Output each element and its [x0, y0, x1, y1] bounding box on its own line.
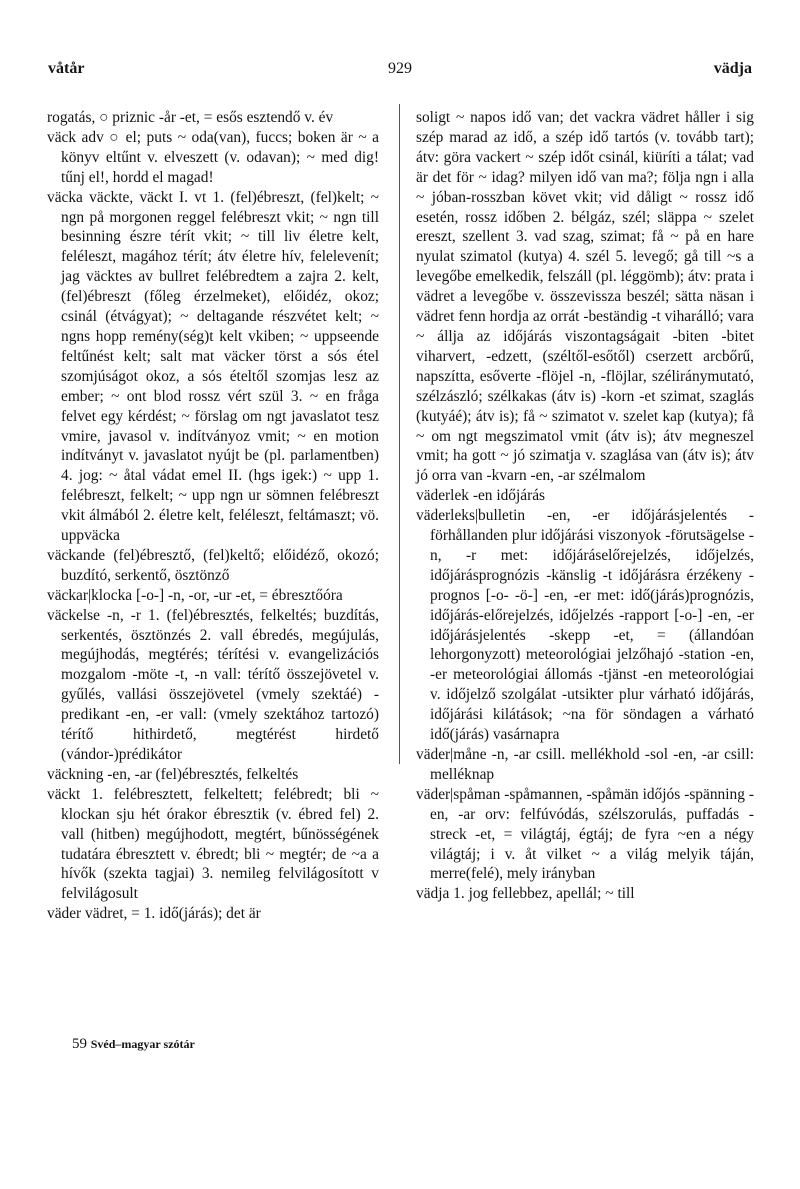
dictionary-entry: väderleks|bulletin -en, -er időjárásjelentés -förhållanden plur időjárási viszonyok -förutsägelse -n, -r met: időjáráselőrejelzés, időjelzés, időjárásprognózis -känslig -t időjárásra érzékeny -prognos [-o- -ö-] -en, -er met: idő(járás)prognózis, időjárás-előrejelzés, időjelzés -rapport [-o-] -en, -er időjárásjelentés -skepp -et, = (állandóan lehorgonyzott) meteorológiai jelzőhajó -station -en, -er meteorológiai állomás -tjänst -en meteorológiai v. időjelző szolgálat -utsikter plur várható időjárás, időjárási kilátások; ~na för söndagen a várható idő(járás) vasárnapra — [416, 507, 754, 744]
dictionary-entry: väckelse -n, -r 1. (fel)ébresztés, felkeltés; buzdítás, serkentés, ösztönzés 2. vall ébredés, megújulás, megújhodás, megtérés; térítési v. evangelizációs mozgalom -möte -t, -n vall: térítő összejövetel v. gyűlés, vallási összejövetel (vmely szektáé) -predikant -en, -er vall: (vmely szektához tartozó) térítő hithirdető, megtérést hirdető (vándor-)prédikátor — [47, 606, 379, 763]
column-divider — [399, 104, 400, 764]
dictionary-entry: väcka väckte, väckt I. vt 1. (fel)ébreszt, (fel)kelt; ~ ngn på morgonen reggel felébreszt vkit; ~ ngn till besinning észre térít vkit; ~ till liv életre kelt, feléleszt, magához térít; átv életre hív, felelevenít; jag väcktes av bullret felébredtem a zajra 2. kelt, (fel)ébreszt (főleg érzelmeket), előidéz, okoz; csinál (étvágyat); ~ deltagande részvétet kelt; ~ ngns hopp remény(ség)t kelt vkiben; ~ uppseende feltűnést kelt; salt mat väcker törst a sós étel szomjúságot okoz, a sós ételtől szomjas lesz az ember; ~ ont blod rossz vért szül 3. ~ en fråga felvet egy kérdést; ~ förslag om ngt javaslatot tesz vmire, javasol v. indítványoz vmit; ~ en motion indítványt v. javaslatot nyújt be (pl. parlamentben) 4. jog: ~ åtal vádat emel II. (hgs igek:) ~ upp 1. felébreszt, felkelt; ~ upp ngn ur sömnen felébreszt vkit álmából 2. életre kelt, feléleszt, feltámaszt; vö. uppväcka — [47, 188, 379, 545]
dictionary-entry: väder|måne -n, -ar csill. mellékhold -sol -en, -ar csill: melléknap — [416, 746, 754, 783]
dictionary-entry: väckande (fel)ébresztő, (fel)keltő; előidéző, okozó; buzdító, serkentő, ösztönző — [47, 546, 379, 584]
dictionary-entry: väderlek -en időjárás — [416, 487, 546, 505]
left-column — [47, 108, 379, 924]
dictionary-entry: väckning -en, -ar (fel)ébresztés, felkeltés — [47, 765, 299, 783]
right-column — [416, 108, 754, 904]
dictionary-entry: väder|spåman -spåmannen, -spåmän időjós -spänning -en, -ar orv: felfúvódás, szélszorulás, puffadás -streck -et, = világtáj, égtáj; de fyra ~en a négy világtáj; i v. åt vilket ~ a világ melyik táján, merre(felé), mely irányban — [416, 785, 754, 883]
page-number: 929 — [388, 60, 412, 77]
dictionary-entry: soligt ~ napos idő van; det vackra vädret håller i sig szép marad az idő, a szép idő tartós (v. tovább tart); átv: göra vackert ~ szép időt csinál, kiüríti a tálat; vad är det för ~ idag? milyen idő van ma?; följa ngn i alla ~ jóban-rosszban követ vkit; vid dåligt ~ rossz idő esetén, rossz időben 2. bélgáz, szél; släppa ~ szelet ereszt, szellent 3. vad szag, szimat; få ~ på en hare nyulat szimatol (kutya) 4. szél 5. levegő; gå till ~s a levegőbe emelkedik, felszáll (pl. léggömb); átv: prata i vädret a levegőbe v. összevissza beszél; sätta näsan i vädret fenn hordja az orrát -beständig -t viharálló; vara ~ állja az időjárás viszontagságait -biten -bitet viharvert, -edzett, (széltől-esőtől) cserzett arcbőrű, napszítta, esőverte -flöjel -n, -flöjlar, széliránymutató, szélzászló; szélkakas (átv is) -korn -et szimat, szaglás (kutyáé); átv is); få ~ szimatot v. szelet kap (kutya); få ~ om ngt megszimatol vmit (átv is); átv megneszel vmit; ha gott ~ jó szimatja v. szaglása van (átv is); átv jó orra van -kvarn -en, -ar szélmalom — [416, 109, 754, 485]
dictionary-entry: väckar|klocka [-o-] -n, -or, -ur -et, = ébresztőóra — [47, 586, 343, 604]
page-footer — [72, 1036, 195, 1053]
dictionary-entry: rogatás, ○ priznic -år -et, = esős esztendő v. év — [47, 109, 334, 126]
signature-number: 59 — [72, 1036, 87, 1052]
dictionary-entry: väck adv ○ el; puts ~ oda(van), fuccs; boken är ~ a könyv eltűnt v. elveszett (v. odavan); ~ med dig! tűnj el!, hordd el magad! — [47, 128, 379, 186]
dictionary-entry: väder vädret, = 1. idő(járás); det är — [47, 905, 261, 923]
page-header — [48, 60, 752, 84]
header-right-word: vädja — [713, 60, 752, 77]
book-title: Svéd–magyar szótár — [90, 1037, 195, 1051]
dictionary-entry: vädja 1. jog fellebbez, apellál; ~ till — [416, 885, 635, 903]
header-left-word: våtår — [48, 60, 85, 77]
dictionary-entry: väckt 1. felébresztett, felkeltett; felébredt; bli ~ klockan sju hét órakor ébresztik (v. ébred fel) 2. vall (hitben) megújhodott, megtért, bűnösségének tudatára ébresztett v. ébredt; bli ~ megtér; de ~a a hívők (szekta tagjai) 3. nemileg felvilágosított v felvilágosult — [47, 785, 379, 903]
